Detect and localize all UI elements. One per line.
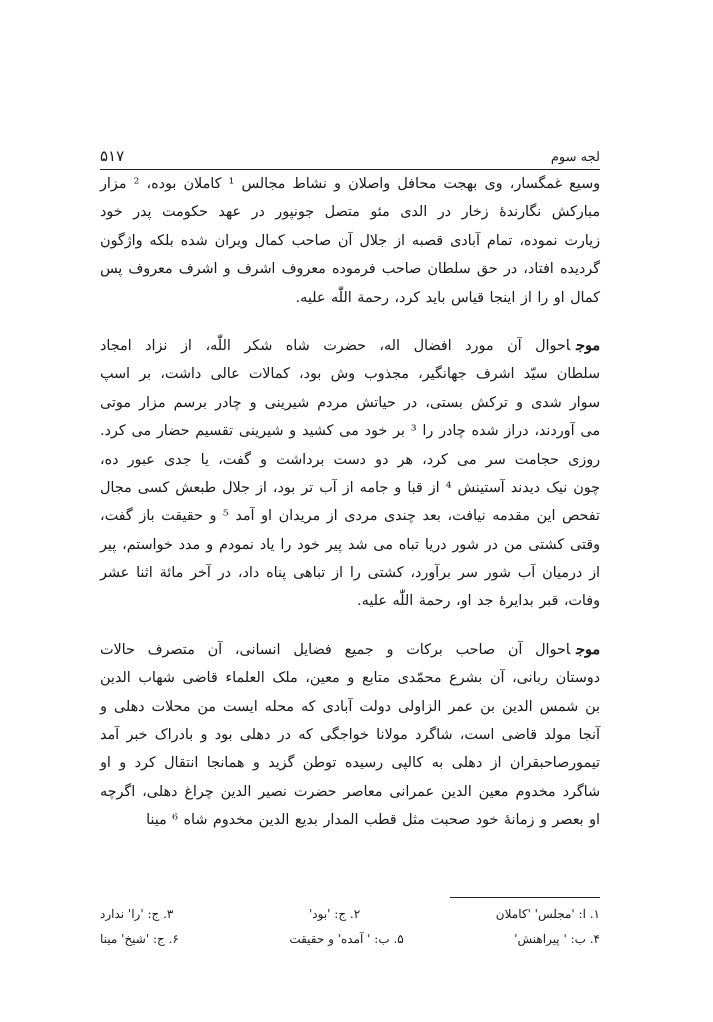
text-line: می آوردند، دراز شده چادر را ³ بر خود می کشید و شیرینی تقسیم حضار می کرد. xyxy=(100,423,600,440)
footnote: ۳. ج: 'را' ندارد xyxy=(100,907,174,921)
footnotes xyxy=(100,902,600,952)
text-line: تفحص این مقدمه نیافت، بعد چندی مردی از مریدان او آمد ⁵ و حقیقت باز گفت، xyxy=(100,508,600,525)
running-title: لجه سوم xyxy=(550,150,600,165)
text-line: آنجا مولد قاضی است، شاگرد مولانا خواجگی که در دهلی بود و بادراک خبر آمد xyxy=(100,727,600,744)
paragraph-3 xyxy=(100,636,600,835)
text-line: چون نیک دیدند آستینش ⁴ از قبا و جامه از آب تر بود، از جلال طبعش کسی مجال xyxy=(100,479,600,496)
footnote: ۴. ب: ' پیراهنش' xyxy=(514,932,600,946)
paragraph-1 xyxy=(100,170,600,312)
section-heading: موج xyxy=(576,641,600,658)
footnote: ۵. ب: ' آمده' و حقیقت xyxy=(289,932,404,946)
text-line: بن شمس الدین بن عمر الزاولی دولت آبادی که محله ایست من محلات دهلی و xyxy=(100,698,600,715)
text-line: گردیده افتاد، در حق سلطان صاحب فرموده معروف اشرف و اشرف معروف پس xyxy=(100,261,600,278)
text-line: وفات، قبر بدایرهٔ جد او، رحمة اللّٰه علیه. xyxy=(357,593,600,610)
page-number: ۵۱۷ xyxy=(100,147,125,165)
text-line-content: احوال آن مورد افضال اله، حضرت شاه شکر اللّٰه، از نزاد امجاد xyxy=(100,337,571,354)
text-line: وسیع غمگسار، وی بهجت محافل واصلان و نشاط مجالس ¹ کاملان بوده، ² مزار xyxy=(100,176,600,192)
text-line: سوار شدی و ترکش بستی، در حیاتش مردم شیرینی و چادر برسم مزار موتی xyxy=(100,394,600,411)
footnote: ۶. ج: 'شیخ' مینا xyxy=(100,932,179,946)
text-line: زیارت نموده، تمام آبادی قصبه از جلال آن صاحب کمال ویران شده بلکه واژگون xyxy=(100,232,600,249)
text-line: کمال او را از اینجا قیاس باید کرد، رحمة اللّٰه علیه. xyxy=(295,289,600,306)
text-line xyxy=(100,332,600,360)
footnote-divider xyxy=(450,897,600,898)
text-line: مبارکش نگارندهٔ زخار در الدی مئو متصل جونپور در عهد حکومت پدر خود xyxy=(100,204,600,221)
text-line: او بعصر و زمانهٔ خود صحبت مثل قطب المدار بدیع الدین مخدوم شاه ⁶ مینا xyxy=(146,812,600,829)
text-line xyxy=(100,636,600,664)
text-line: روزی حجامت سر می کرد، هر دو دست برداشت و گفت، یا جدی عبور ده، xyxy=(100,451,600,468)
text-line: شاگرد مخدوم معین الدین عمرانی معاصر حضرت نصیر الدین چراغ دهلی، اگرچه xyxy=(100,783,600,800)
text-line: دوستان ربانی، آن بشرع محمّدی متابع و معین، ملک العلماء قاضی شهاب الدین xyxy=(100,670,600,687)
text-line: وقتی کشتی من در شور دریا تباه می شد پیر خود را یاد نمودم و مدد خواستم، پیر xyxy=(100,536,600,553)
footnote: ۱. ا: 'مجلس' 'کاملان xyxy=(495,907,600,921)
text-line: سلطان سیّد اشرف جهانگیر، مجذوب وش بود، کمالات عالی داشت، بر اسپ xyxy=(100,366,600,383)
footnote-row xyxy=(100,902,600,927)
footnote: ۲. ج: 'بود' xyxy=(308,907,361,921)
paragraph-2 xyxy=(100,332,600,616)
text-line: از درمیان آب شور سر برآورد، کشتی را از تباهی پناه داد، در آخر مائة اثنا عشر xyxy=(100,565,600,582)
footnote-row xyxy=(100,927,600,952)
page-body xyxy=(100,170,600,835)
text-line: تیمورصاحبقران از دهلی به کالپی رسیده توطن گزید و همانجا انتقال کرد و او xyxy=(100,755,600,772)
page-header xyxy=(100,147,600,170)
text-line-content: احوال آن صاحب برکات و جمیع فضایل انسانی، آن متصرف حالات xyxy=(100,641,571,658)
section-heading: موج xyxy=(576,337,600,354)
